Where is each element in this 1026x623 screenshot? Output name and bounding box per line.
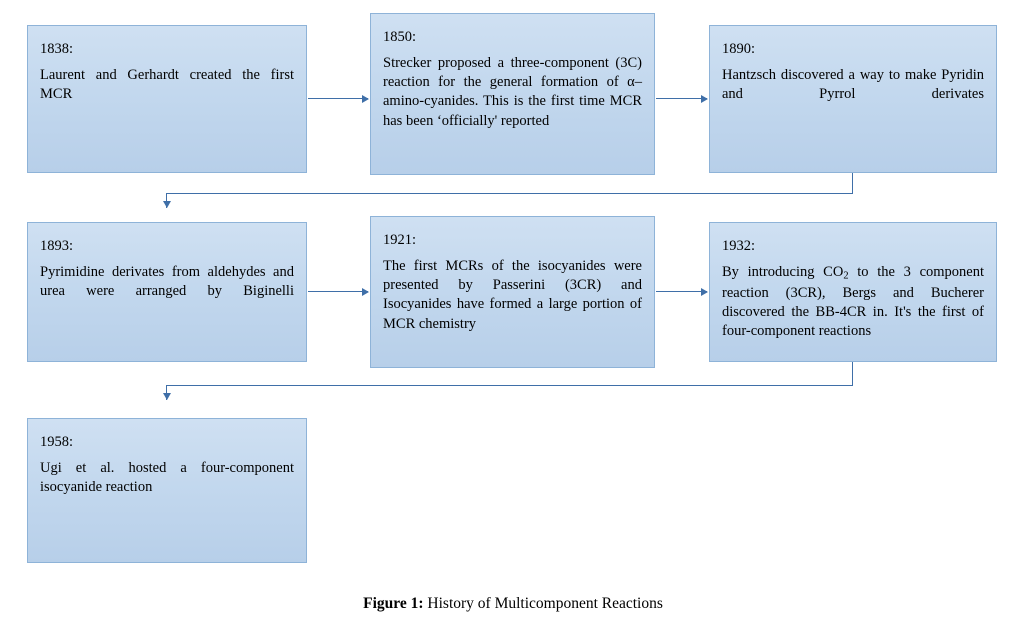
flowchart-node-1893 [27,222,307,362]
figure-caption-label: Figure 1: [363,595,424,612]
connector-1932-to-1958 [166,362,853,400]
figure-caption-text: History of Multicomponent Reactions [423,595,663,612]
node-body-text: Ugi et al. hosted a four-component isocyanide reaction [40,460,294,496]
node-year-label: 1932: [722,238,756,254]
node-year-label: 1893: [40,238,74,254]
node-body-text: Strecker proposed a three-component (3C) reaction for the general formation of α–amino-cyanides. This is the first time MCR has been ‘officially' reported [383,55,642,129]
node-body-text: Laurent and Gerhardt created the first MCR [40,67,294,103]
node-body-text-after: to the 3 component reaction (3CR), Bergs and Bucherer discovered the BB-4CR in. It's the first of four-component reactions [722,264,984,339]
node-year-label: 1958: [40,434,74,450]
flowchart-node-1838 [27,25,307,173]
node-year-label: 1921: [383,232,417,248]
node-body-subscript: 2 [843,270,849,282]
node-year-label: 1838: [40,41,74,57]
figure-caption [0,595,1026,613]
connector-1921-to-1932 [656,291,707,292]
node-body-text: The first MCRs of the isocyanides were presented by Passerini (3CR) and Isocyanides have formed a large portion of MCR chemistry [383,258,642,332]
connector-1838-to-1850 [308,98,368,99]
flowchart-node-1890 [709,25,997,173]
flowchart-node-1932 [709,222,997,362]
flowchart-node-1850 [370,13,655,175]
connector-1890-to-1893 [166,173,853,208]
connector-1850-to-1890 [656,98,707,99]
node-body-text: Hantzsch discovered a way to make Pyridin and Pyrrol derivates [722,67,984,103]
node-year-label: 1850: [383,29,417,45]
flowchart-node-1958 [27,418,307,563]
node-body-text-before: By introducing CO [722,264,844,281]
node-body-text-1932 [722,263,984,341]
connector-1893-to-1921 [308,291,368,292]
node-body-text: Pyrimidine derivates from aldehydes and urea were arranged by Biginelli [40,264,294,300]
node-year-label: 1890: [722,41,756,57]
flowchart-node-1921 [370,216,655,368]
